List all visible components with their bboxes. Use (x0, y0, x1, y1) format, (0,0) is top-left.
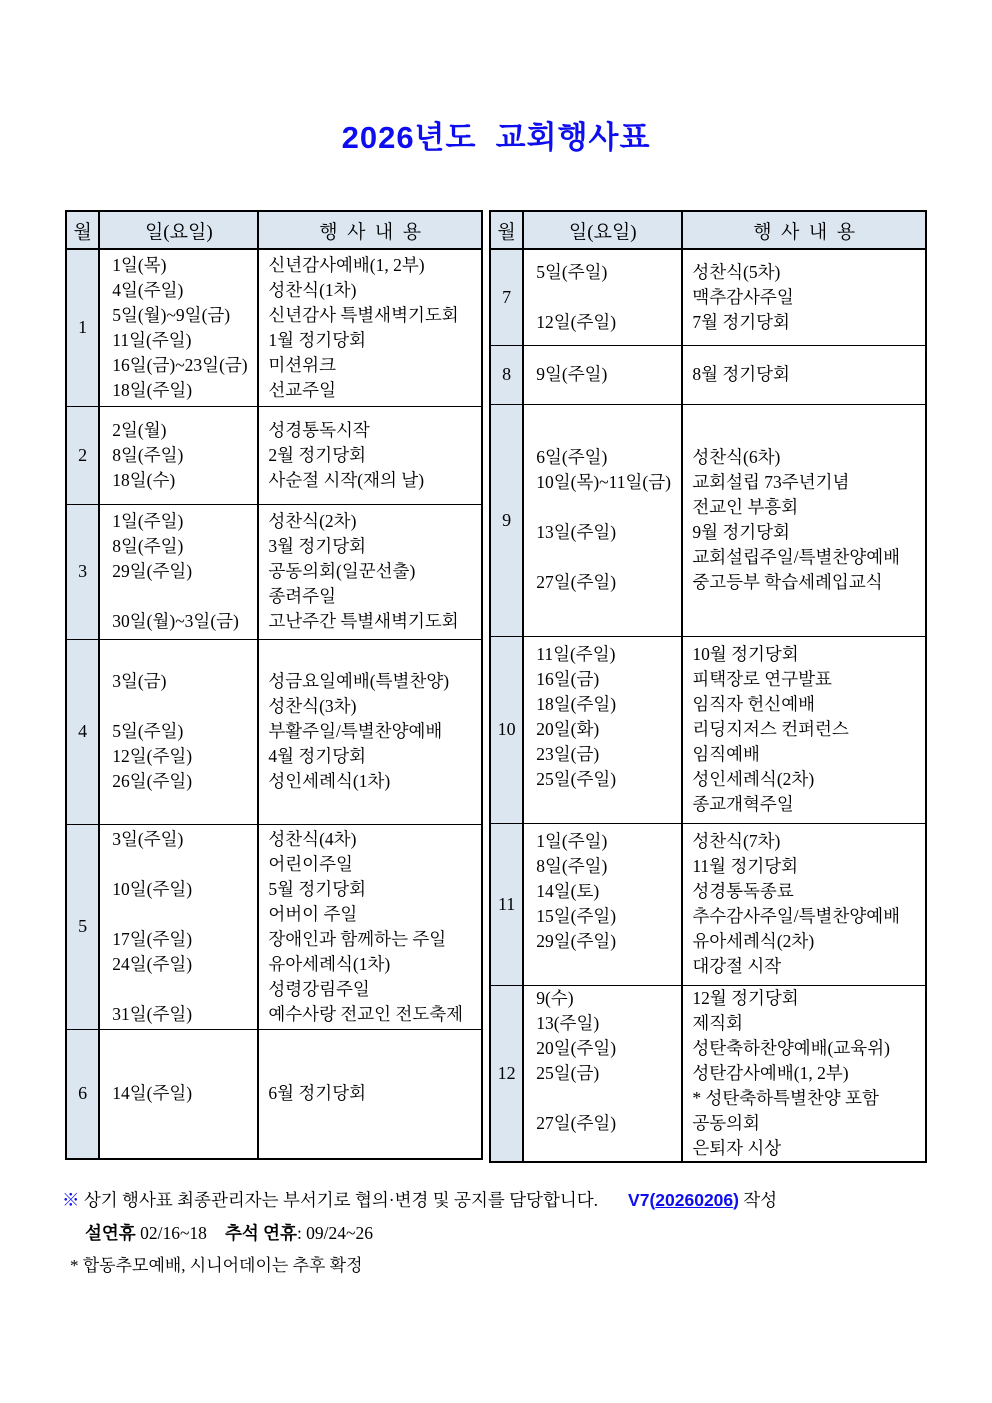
event-line: 중고등부 학습세례입교식 (692, 572, 883, 592)
page-title: 2026년도 교회행사표 (341, 120, 651, 155)
event-line: 2월 정기당회 (268, 444, 367, 465)
day-line: 24일(주일) (112, 953, 193, 974)
event-line: 추수감사주일/특별찬양예배 (692, 906, 901, 926)
day-line: 1일(주일) (536, 831, 608, 851)
month-row-8 (490, 345, 926, 404)
day-line: 3일(주일) (112, 828, 184, 849)
month-number: 8 (490, 345, 523, 404)
day-line: 13일(주일) (536, 522, 617, 542)
col-header-events: 행 사 내 용 (682, 211, 926, 249)
event-line: 리딩지저스 컨퍼런스 (692, 719, 849, 739)
month-number: 9 (490, 404, 523, 636)
day-line: 11일(주일) (536, 644, 616, 664)
event-line: 12월 정기당회 (692, 987, 799, 1008)
day-line (524, 954, 681, 979)
event-line: 장애인과 함께하는 주일 (268, 928, 447, 949)
footer-note-tbd (70, 1256, 777, 1276)
events-cell (682, 345, 926, 404)
col-header-month: 월 (490, 211, 523, 249)
day-line (524, 792, 681, 817)
day-line: 8일(주일) (112, 536, 184, 556)
col-header-month: 월 (66, 211, 99, 249)
month-number: 3 (66, 504, 99, 639)
event-line: 성찬식(7차) (692, 831, 781, 851)
day-line: 12일(주일) (536, 311, 617, 332)
month-number: 10 (490, 636, 523, 823)
days-cell (99, 504, 258, 639)
event-line: 종려주일 (268, 586, 336, 606)
version-close: ) (733, 1190, 739, 1210)
event-line: 11월 정기당회 (692, 856, 799, 876)
days-cell (523, 249, 682, 345)
days-cell (99, 1029, 258, 1159)
day-line: 9(수) (536, 987, 574, 1008)
month-row-5 (66, 824, 482, 1029)
chuseok-dates: : 09/24~26 (296, 1223, 374, 1243)
version-label (628, 1190, 739, 1210)
event-line: 성찬식(2차) (268, 511, 357, 531)
asterisk-mark: * (70, 1256, 79, 1275)
footer-note-holidays (85, 1223, 777, 1243)
event-line: 10월 정기당회 (692, 644, 799, 664)
month-number: 11 (490, 823, 523, 985)
events-cell (258, 639, 482, 824)
day-line: 6일(주일) (536, 447, 608, 467)
event-line: 성탄감사예배(1, 2부) (692, 1062, 849, 1083)
event-line: 사순절 시작(재의 날) (268, 469, 425, 490)
month-row-2 (66, 406, 482, 504)
col-header-day: 일(요일) (99, 211, 258, 249)
day-line (524, 1136, 681, 1161)
day-line: 2일(월) (112, 419, 167, 440)
day-line: 1일(주일) (112, 511, 184, 531)
event-line: 성찬식(5차) (692, 261, 781, 282)
col-header-day: 일(요일) (523, 211, 682, 249)
event-line: 어버이 주일 (268, 903, 358, 924)
event-line: 은퇴자 시상 (692, 1137, 782, 1158)
version-prefix: V7( (628, 1190, 656, 1210)
day-line: 5일(주일) (112, 721, 184, 741)
event-line: 성찬식(4차) (268, 828, 357, 849)
event-line: 공동의회 (692, 1112, 760, 1133)
day-line: 5일(월)~9일(금) (112, 304, 231, 325)
col-header-events: 행 사 내 용 (258, 211, 482, 249)
day-line: 9일(주일) (536, 364, 608, 384)
event-line: 선교주일 (268, 379, 336, 400)
days-cell (99, 249, 258, 406)
days-cell (99, 406, 258, 504)
day-line: 18일(수) (112, 469, 176, 490)
days-cell (99, 824, 258, 1029)
month-row-10 (490, 636, 926, 823)
month-row-12 (490, 985, 926, 1162)
day-line (524, 1086, 681, 1111)
event-line: 성령강림주일 (268, 978, 370, 999)
chuseok-label: 추석 연휴 (224, 1223, 297, 1243)
lunar-newyear-dates: 02/16~18 (135, 1223, 207, 1243)
schedule-table-left (65, 210, 483, 1160)
tbd-note-text: 합동추모예배, 시니어데이는 추후 확정 (78, 1256, 363, 1275)
event-line: 유아세례식(1차) (268, 953, 391, 974)
event-line: 임직자 헌신예배 (692, 694, 816, 714)
day-line: 5일(주일) (536, 261, 608, 282)
event-line: 성찬식(3차) (268, 696, 357, 716)
day-line: 26일(주일) (112, 771, 193, 791)
day-line (524, 285, 681, 310)
event-line: 3월 정기당회 (268, 536, 367, 556)
events-cell (258, 249, 482, 406)
event-line: 8월 정기당회 (692, 364, 790, 384)
events-cell (682, 636, 926, 823)
event-line: 4월 정기당회 (268, 746, 367, 766)
event-line: 성인세례식(1차) (268, 771, 391, 791)
event-line: 부활주일/특별찬양예배 (268, 721, 443, 741)
event-line: 교회설립주일/특별찬양예배 (692, 547, 901, 567)
day-line: 25일(주일) (536, 769, 617, 789)
month-row-3 (66, 504, 482, 639)
event-line: 피택장로 연구발표 (692, 669, 832, 689)
day-line (100, 852, 257, 877)
events-cell (682, 404, 926, 636)
events-cell (258, 1029, 482, 1159)
event-line: 유아세례식(2차) (692, 931, 815, 951)
event-line: 공동의회(일꾼선출) (268, 561, 416, 581)
event-line: 어린이주일 (268, 853, 353, 874)
event-line: * 성탄축하특별찬양 포함 (692, 1087, 879, 1108)
events-cell (258, 406, 482, 504)
event-line: 고난주간 특별새벽기도회 (268, 611, 459, 631)
day-line: 31일(주일) (112, 1003, 193, 1024)
day-line: 30일(월)~3일(금) (112, 611, 239, 631)
event-line: 6월 정기당회 (268, 1083, 367, 1104)
day-line: 18일(주일) (536, 694, 617, 714)
days-cell (523, 823, 682, 985)
header-row (490, 211, 926, 249)
reference-mark: ※ (62, 1190, 80, 1210)
day-line: 16일(금)~23일(금) (112, 354, 248, 375)
day-line: 8일(주일) (112, 444, 184, 465)
event-line: 예수사랑 전교인 전도축제 (268, 1003, 464, 1024)
event-line: 교회설립 73주년기념 (692, 472, 850, 492)
event-line: 성찬식(1차) (268, 279, 357, 300)
event-line: 성인세례식(2차) (692, 769, 815, 789)
month-number: 6 (66, 1029, 99, 1159)
day-line (100, 584, 257, 609)
month-number: 4 (66, 639, 99, 824)
month-row-1 (66, 249, 482, 406)
month-number: 2 (66, 406, 99, 504)
day-line: 20일(화) (536, 719, 600, 739)
event-line: 1월 정기당회 (268, 329, 367, 350)
month-number: 12 (490, 985, 523, 1162)
event-line: 5월 정기당회 (268, 878, 367, 899)
schedule-table-right (489, 210, 927, 1163)
version-written-label: 작성 (738, 1190, 778, 1210)
event-line: 전교인 부흥회 (692, 497, 799, 517)
days-cell (99, 639, 258, 824)
month-number: 1 (66, 249, 99, 406)
day-line: 1일(목) (112, 254, 167, 275)
month-row-7 (490, 249, 926, 345)
lunar-newyear-label: 설연휴 (85, 1223, 136, 1243)
events-cell (682, 249, 926, 345)
days-cell (523, 345, 682, 404)
day-line: 29일(주일) (536, 931, 617, 951)
days-cell (523, 985, 682, 1162)
day-line (524, 495, 681, 520)
day-line: 14일(주일) (112, 1083, 193, 1104)
days-cell (523, 404, 682, 636)
event-line: 성경통독시작 (268, 419, 370, 440)
month-row-6 (66, 1029, 482, 1159)
event-line: 성경통독종료 (692, 881, 794, 901)
day-line: 20일(주일) (536, 1037, 617, 1058)
event-line: 성금요일예배(특별찬양) (268, 671, 450, 691)
event-line: 신년감사 특별새벽기도회 (268, 304, 459, 325)
event-line: 맥추감사주일 (692, 286, 794, 307)
month-row-9 (490, 404, 926, 636)
day-line (524, 545, 681, 570)
event-line: 성탄축하찬양예배(교육위) (692, 1037, 890, 1058)
day-line: 10일(목)~11일(금) (536, 472, 671, 492)
day-line: 17일(주일) (112, 928, 193, 949)
day-line (100, 977, 257, 1002)
header-row (66, 211, 482, 249)
events-cell (258, 504, 482, 639)
event-line: 임직예배 (692, 744, 760, 764)
month-row-4 (66, 639, 482, 824)
day-line: 29일(주일) (112, 561, 193, 581)
day-line: 25일(금) (536, 1062, 600, 1083)
event-line: 성찬식(6차) (692, 447, 781, 467)
event-line: 대강절 시작 (692, 956, 782, 976)
day-line: 27일(주일) (536, 572, 617, 592)
event-line: 9월 정기당회 (692, 522, 790, 542)
days-cell (523, 636, 682, 823)
day-line (100, 694, 257, 719)
month-row-11 (490, 823, 926, 985)
events-cell (258, 824, 482, 1029)
month-number: 7 (490, 249, 523, 345)
day-line: 3일(금) (112, 671, 167, 691)
event-line: 제직회 (692, 1012, 744, 1033)
day-line: 11일(주일) (112, 329, 192, 350)
day-line: 13(주일) (536, 1012, 600, 1033)
day-line: 15일(주일) (536, 906, 617, 926)
footer-note-manager (62, 1190, 777, 1210)
manager-note-text: 상기 행사표 최종관리자는 부서기로 협의·변경 및 공지를 담당합니다. (79, 1190, 599, 1210)
events-cell (682, 985, 926, 1162)
day-line: 14일(토) (536, 881, 600, 901)
day-line: 8일(주일) (536, 856, 608, 876)
day-line: 4일(주일) (112, 279, 184, 300)
day-line: 18일(주일) (112, 379, 193, 400)
day-line: 12일(주일) (112, 746, 193, 766)
event-line: 미션위크 (268, 354, 336, 375)
events-cell (682, 823, 926, 985)
day-line: 10일(주일) (112, 878, 193, 899)
event-line: 신년감사예배(1, 2부) (268, 254, 425, 275)
event-line: 종교개혁주일 (692, 794, 794, 814)
day-line (100, 902, 257, 927)
day-line: 27일(주일) (536, 1112, 617, 1133)
day-line: 23일(금) (536, 744, 600, 764)
version-date: 20260206 (655, 1190, 734, 1210)
month-number: 5 (66, 824, 99, 1029)
footer-notes (62, 1190, 777, 1289)
event-line: 7월 정기당회 (692, 311, 790, 332)
day-line: 16일(금) (536, 669, 600, 689)
